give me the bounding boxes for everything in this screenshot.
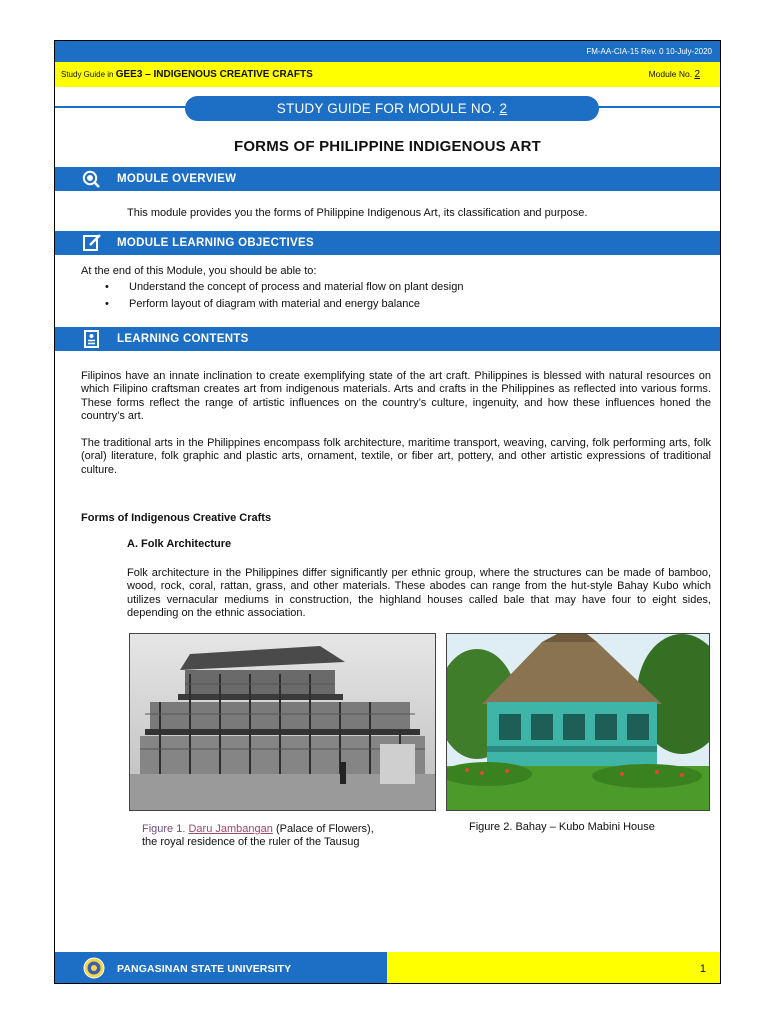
learning-contents-header [55, 327, 720, 351]
figure-2-caption: Figure 2. Bahay – Kubo Mabini House [469, 821, 655, 833]
figure-1-caption-rest: (Palace of Flowers), [275, 823, 374, 835]
house-image [447, 634, 709, 810]
university-name: PANGASINAN STATE UNIVERSITY [117, 963, 292, 975]
forms-heading: Forms of Indigenous Creative Crafts [81, 512, 272, 524]
list-item: • Perform layout of diagram with material and energy balance [101, 298, 463, 315]
module-banner [185, 96, 599, 121]
top-header-bar [55, 41, 720, 62]
footer-page-bar [387, 952, 720, 984]
learning-objectives-header [55, 231, 720, 255]
module-number: 2 [694, 69, 700, 80]
university-seal-icon [83, 957, 105, 979]
daru-jambangan-link[interactable]: Daru Jambangan [188, 823, 273, 835]
study-guide-prefix: Study Guide in [61, 70, 114, 79]
learning-objectives-heading: MODULE LEARNING OBJECTIVES [117, 237, 314, 249]
contents-icon [81, 330, 103, 348]
module-banner-number: 2 [499, 101, 508, 116]
list-item: • Understand the concept of process and material flow on plant design [101, 281, 463, 298]
page-title: FORMS OF PHILIPPINE INDIGENOUS ART [233, 138, 542, 155]
learning-contents-heading: LEARNING CONTENTS [117, 333, 249, 345]
folk-architecture-heading: A. Folk Architecture [127, 538, 232, 550]
objectives-list [101, 281, 463, 315]
palace-image [130, 634, 435, 810]
module-label: Module No. [648, 69, 693, 79]
overview-text: This module provides you the forms of Philippine Indigenous Art, its classification and purpose. [127, 207, 588, 219]
form-code: FM-AA-CIA-15 Rev. 0 10-July-2020 [586, 47, 712, 56]
contents-paragraph-1: Filipinos have an innate inclination to create exemplifying state of the art craft. Philippines is blessed with natural resources on which Filipino craftsman creates art from indigenous materials. Arts and crafts in the Philippines as reflected into various forms. These forms reflect the range of artistic influences on the country’s culture, ingenuity, and how these influences honed the country’s art. [81, 370, 711, 422]
contents-paragraph-2: The traditional arts in the Philippines encompass folk architecture, maritime transport, weaving, carving, folk performing arts, folk (oral) literature, folk graphic and plastic arts, ornament, textile, or fiber art, pottery, and other artistic expressions of traditional culture. [81, 437, 711, 476]
figure-1-caption-line2: the royal residence of the ruler of the Tausug [142, 836, 360, 848]
document-page [54, 40, 721, 984]
page-number: 1 [699, 963, 706, 975]
course-title: GEE3 – INDIGENOUS CREATIVE CRAFTS [115, 69, 313, 80]
module-banner-text: STUDY GUIDE FOR MODULE NO. [276, 101, 496, 116]
bahay-kubo-photo [446, 633, 710, 811]
magnifier-icon [81, 170, 103, 188]
footer-university-bar [55, 952, 387, 984]
objectives-intro: At the end of this Module, you should be able to: [81, 265, 317, 277]
course-header-bar [55, 62, 720, 87]
folk-architecture-text: Folk architecture in the Philippines differ significantly per ethnic group, where the structures can be made of bamboo, wood, rock, coral, rattan, grass, and other materials. These abodes can range from the hut-style Bahay Kubo which utilizes vernacular mediums in construction, the highland houses called bale that may have four to eight sides, depending on the ethnic association. [127, 567, 711, 619]
course-title-line [61, 69, 313, 80]
module-number-line [649, 69, 700, 80]
figure-1-caption [142, 823, 442, 849]
module-overview-header [55, 167, 720, 191]
module-overview-heading: MODULE OVERVIEW [117, 173, 237, 185]
daru-jambangan-photo [129, 633, 436, 811]
figure-1-label: Figure 1. [142, 823, 186, 835]
edit-icon [81, 234, 103, 252]
